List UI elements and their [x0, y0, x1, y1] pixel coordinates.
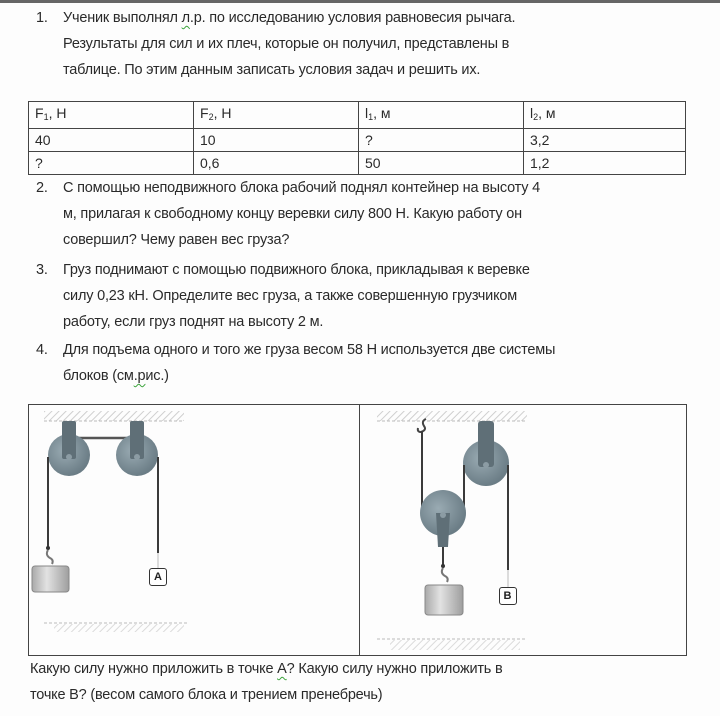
hook-icon	[47, 550, 53, 564]
hook-icon	[441, 568, 447, 582]
pulley-system-b-diagram	[360, 405, 687, 655]
task-line: работу, если груз поднят на высоту 2 м.	[63, 314, 324, 330]
header-f2: $F_2$, Н	[194, 102, 359, 129]
figure-left-two-fixed-pulleys	[29, 405, 360, 655]
weight-load	[32, 566, 69, 592]
text: .р. по исследованию условия равновесия рычага.	[189, 10, 516, 26]
top-bar	[0, 0, 720, 3]
task-line: С помощью неподвижного блока рабочий поднял контейнер на высоту 4	[63, 180, 540, 196]
question-line: точке В? (весом самого блока и трением пренебречь)	[30, 687, 383, 703]
lever-data-table	[28, 101, 686, 175]
text: Ученик выполнял	[63, 10, 182, 26]
weight-load	[425, 585, 463, 615]
header-l2: $l_2$, м	[524, 102, 686, 129]
table-row	[29, 129, 686, 152]
point-a-label: A	[149, 568, 167, 586]
floor-hatch	[390, 640, 520, 650]
task-line	[63, 363, 555, 389]
text: блоков (см	[63, 368, 134, 384]
text: Какую силу нужно приложить в точке	[30, 661, 278, 677]
task-line: Для подъема одного и того же груза весом 58 Н используется две системы	[63, 342, 556, 358]
task-line: таблице. По этим данным записать условия задач и решить их.	[63, 62, 481, 78]
point-b-label: B	[499, 587, 517, 605]
table-cell: 0,6	[194, 152, 359, 175]
spellcheck-mark: л	[181, 10, 190, 26]
fixed-pulley-2	[116, 421, 158, 476]
task-number: 3.	[36, 262, 48, 278]
figure-right-movable-pulley	[360, 405, 687, 655]
text: ? Какую силу нужно приложить в	[286, 661, 503, 677]
table-cell: 3,2	[524, 129, 686, 152]
table-header-row	[29, 102, 686, 129]
pulley-figures	[28, 404, 687, 656]
spellcheck-mark: .р	[133, 368, 146, 384]
task-line: силу 0,23 кН. Определите вес груза, а также совершенную грузчиком	[63, 288, 518, 304]
task-line: м, прилагая к свободному концу веревки силу 800 Н. Какую работу он	[63, 206, 522, 222]
ceiling-hatch	[377, 411, 527, 421]
pulley-system-a-diagram	[29, 405, 359, 655]
task-line: Результаты для сил и их плеч, которые он получил, представлены в	[63, 36, 510, 52]
header-f1: $F_1$, Н	[29, 102, 194, 129]
task-number: 2.	[36, 180, 48, 196]
fixed-pulley-1	[48, 421, 90, 476]
spellcheck-mark: А	[277, 661, 287, 677]
task-number: 4.	[36, 342, 48, 358]
table-cell: 1,2	[524, 152, 686, 175]
table-cell: ?	[359, 129, 524, 152]
floor-hatch	[54, 624, 184, 632]
movable-pulley	[420, 490, 466, 547]
task-number: 1.	[36, 10, 48, 26]
ceiling-hatch	[44, 411, 184, 421]
task-line: Груз поднимают с помощью подвижного блока, прикладывая к веревке	[63, 262, 530, 278]
header-l1: $l_1$, м	[359, 102, 524, 129]
table-cell: ?	[29, 152, 194, 175]
table-cell: 10	[194, 129, 359, 152]
figure-question	[30, 656, 502, 708]
fixed-pulley	[463, 421, 509, 486]
table-cell: 40	[29, 129, 194, 152]
table-row	[29, 152, 686, 175]
text: ис.)	[145, 368, 169, 384]
table-cell: 50	[359, 152, 524, 175]
question-line	[30, 656, 502, 682]
task-line	[63, 5, 515, 31]
task-line: совершил? Чему равен вес груза?	[63, 232, 290, 248]
